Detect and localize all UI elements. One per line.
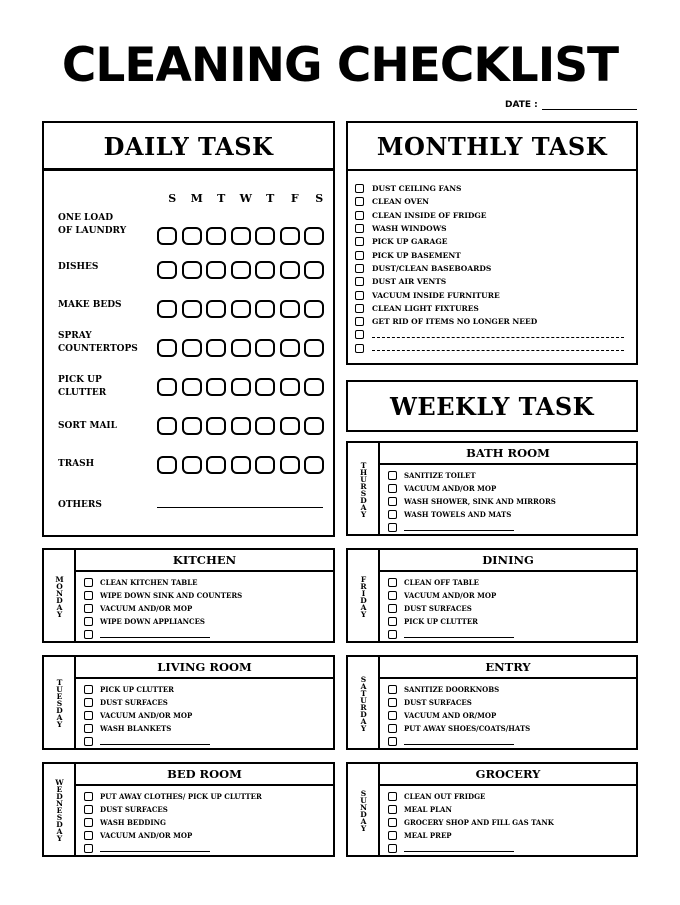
daily-checkbox-row [157, 378, 324, 396]
section-item-label: PICK UP CLUTTER [404, 617, 478, 626]
section-item-label: WASH SHOWER, SINK AND MIRRORS [404, 497, 556, 506]
day-checkbox[interactable] [280, 261, 300, 279]
section-day-label [44, 764, 76, 855]
section-item [388, 803, 630, 816]
section-item-label: WIPE DOWN SINK AND COUNTERS [100, 591, 243, 600]
checkbox[interactable] [355, 184, 364, 193]
monthly-item [355, 209, 630, 222]
checkbox[interactable] [388, 831, 397, 840]
section-item-label: DUST SURFACES [404, 604, 472, 613]
checkbox[interactable] [388, 844, 397, 853]
day-checkbox[interactable] [206, 227, 226, 245]
checkbox[interactable] [84, 831, 93, 840]
checkbox[interactable] [388, 497, 397, 506]
section-item [84, 829, 327, 842]
daily-checkbox-row [157, 227, 324, 245]
section-title: LIVING ROOM [76, 657, 333, 679]
section-entry [346, 655, 638, 750]
day-checkbox[interactable] [157, 417, 177, 435]
section-item-label: CLEAN KITCHEN TABLE [100, 578, 198, 587]
section-item-label: PICK UP CLUTTER [100, 685, 174, 694]
section-item [388, 696, 630, 709]
blank-line[interactable] [100, 631, 210, 638]
day-checkbox[interactable] [304, 378, 324, 396]
checkbox[interactable] [84, 630, 93, 639]
day-checkbox[interactable] [206, 300, 226, 318]
section-item-label: DUST SURFACES [404, 698, 472, 707]
section-item [84, 722, 327, 735]
section-item [388, 576, 630, 589]
daily-title: DAILY TASK [103, 131, 274, 161]
section-item [388, 589, 630, 602]
section-item [84, 602, 327, 615]
daily-header [42, 121, 335, 171]
day-checkbox[interactable] [182, 227, 202, 245]
blank-line[interactable] [404, 524, 514, 531]
section-item [388, 495, 630, 508]
day-letter: W [239, 192, 252, 205]
checkbox[interactable] [388, 805, 397, 814]
section-item [388, 683, 630, 696]
day-checkbox[interactable] [280, 339, 300, 357]
section-item [388, 816, 630, 829]
monthly-item [355, 275, 630, 288]
monthly-item [355, 195, 630, 208]
section-item-label: MEAL PLAN [404, 805, 452, 814]
others-line[interactable] [157, 507, 323, 508]
section-blank-item [388, 842, 630, 855]
checkbox[interactable] [355, 211, 364, 220]
day-checkbox[interactable] [304, 339, 324, 357]
daily-task-label: ONE LOAD OF LAUNDRY [58, 213, 127, 236]
monthly-item-label: PICK UP GARAGE [372, 237, 448, 247]
day-checkbox[interactable] [231, 417, 251, 435]
section-item [388, 482, 630, 495]
section-item [388, 722, 630, 735]
monthly-list [355, 182, 630, 355]
section-item [84, 816, 327, 829]
checkbox[interactable] [84, 737, 93, 746]
checkbox[interactable] [84, 724, 93, 733]
monthly-blank-item [355, 328, 630, 341]
day-checkbox[interactable] [231, 378, 251, 396]
day-checkbox[interactable] [255, 261, 275, 279]
section-day-label [348, 764, 380, 855]
monthly-item [355, 262, 630, 275]
section-item [84, 683, 327, 696]
section-title: DINING [380, 550, 636, 572]
section-item [388, 615, 630, 628]
section-bedroom [42, 762, 335, 857]
section-blank-item [388, 628, 630, 641]
checkbox[interactable] [388, 818, 397, 827]
monthly-blank-item [355, 342, 630, 355]
section-item-label: VACUUM AND/OR MOP [404, 484, 497, 493]
day-checkbox[interactable] [206, 339, 226, 357]
day-checkbox[interactable] [157, 456, 177, 474]
day-checkbox[interactable] [255, 300, 275, 318]
checkbox[interactable] [388, 484, 397, 493]
checkbox[interactable] [355, 264, 364, 273]
day-checkbox[interactable] [231, 339, 251, 357]
section-item-label: PUT AWAY SHOES/COATS/HATS [404, 724, 531, 733]
day-name: WEDNESDAY [55, 778, 64, 841]
blank-line[interactable] [404, 738, 514, 745]
day-checkbox[interactable] [255, 417, 275, 435]
checkbox[interactable] [388, 698, 397, 707]
daily-task-label: SPRAY COUNTERTOPS [58, 331, 138, 354]
blank-dashed-line[interactable] [372, 345, 624, 351]
day-checkbox[interactable] [255, 378, 275, 396]
daily-checkbox-row [157, 456, 324, 474]
section-item [388, 829, 630, 842]
section-item [388, 790, 630, 803]
monthly-item-label: GET RID OF ITEMS NO LONGER NEED [372, 317, 538, 327]
section-item [388, 709, 630, 722]
section-item-label: SANITIZE TOILET [404, 471, 476, 480]
daily-task-label: DISHES [58, 262, 99, 272]
daily-task-label: PICK UP CLUTTER [58, 375, 107, 398]
date-field[interactable] [505, 100, 637, 110]
section-title: ENTRY [380, 657, 636, 679]
section-list [388, 790, 630, 855]
section-item [84, 803, 327, 816]
section-blank-item [84, 842, 327, 855]
day-checkbox[interactable] [280, 300, 300, 318]
day-checkbox[interactable] [157, 227, 177, 245]
day-checkbox[interactable] [304, 261, 324, 279]
section-item-label: WASH BLANKETS [100, 724, 172, 733]
monthly-item-label: CLEAN LIGHT FIXTURES [372, 303, 479, 313]
checkbox[interactable] [388, 604, 397, 613]
others-label: OTHERS [58, 500, 102, 510]
checkbox[interactable] [84, 711, 93, 720]
daily-checkbox-row [157, 417, 324, 435]
day-name: TUESDAY [55, 678, 64, 727]
day-name: MONDAY [55, 574, 64, 617]
checkbox[interactable] [84, 578, 93, 587]
section-item-label: WASH TOWELS AND MATS [404, 510, 512, 519]
section-list [84, 683, 327, 748]
section-day-label [348, 443, 380, 534]
weekday-header [160, 192, 332, 205]
section-blank-item [388, 521, 630, 534]
section-item-label: VACUUM AND/OR MOP [404, 591, 497, 600]
day-name: THURSDAY [359, 460, 368, 517]
checkbox[interactable] [84, 698, 93, 707]
blank-line[interactable] [100, 845, 210, 852]
day-checkbox[interactable] [182, 417, 202, 435]
day-checkbox[interactable] [280, 456, 300, 474]
day-checkbox[interactable] [280, 378, 300, 396]
section-item [388, 508, 630, 521]
section-dining [346, 548, 638, 643]
section-item-label: VACUUM AND/OR MOP [100, 711, 193, 720]
page-title: CLEANING CHECKLIST [61, 38, 619, 93]
checkbox[interactable] [388, 510, 397, 519]
day-checkbox[interactable] [157, 300, 177, 318]
daily-checkbox-row [157, 339, 324, 357]
section-day-label [44, 657, 76, 748]
section-list [388, 683, 630, 748]
checkbox[interactable] [355, 251, 364, 260]
section-title: KITCHEN [76, 550, 333, 572]
daily-checkbox-row [157, 300, 324, 318]
section-item-label: CLEAN OFF TABLE [404, 578, 480, 587]
day-letter: F [290, 192, 299, 205]
section-item-label: DUST SURFACES [100, 805, 168, 814]
blank-line[interactable] [404, 631, 514, 638]
day-letter: T [266, 192, 275, 205]
day-name: FRIDAY [359, 574, 368, 617]
date-label: DATE : [505, 100, 538, 110]
monthly-item [355, 288, 630, 301]
checkbox[interactable] [84, 792, 93, 801]
section-living [42, 655, 335, 750]
day-checkbox[interactable] [182, 456, 202, 474]
day-checkbox[interactable] [255, 339, 275, 357]
checkbox[interactable] [388, 578, 397, 587]
monthly-item-label: DUST CEILING FANS [372, 184, 462, 194]
day-checkbox[interactable] [231, 300, 251, 318]
section-item-label: VACUUM AND OR/MOP [404, 711, 497, 720]
daily-task-label: SORT MAIL [58, 421, 117, 431]
section-title: BATH ROOM [380, 443, 636, 465]
day-checkbox[interactable] [280, 227, 300, 245]
section-item [84, 576, 327, 589]
day-checkbox[interactable] [182, 300, 202, 318]
day-checkbox[interactable] [304, 456, 324, 474]
monthly-item-label: VACUUM INSIDE FURNITURE [372, 290, 500, 300]
day-checkbox[interactable] [182, 261, 202, 279]
section-day-label [348, 550, 380, 641]
daily-checkbox-row [157, 261, 324, 279]
blank-line[interactable] [100, 738, 210, 745]
checkbox[interactable] [355, 224, 364, 233]
checkbox[interactable] [84, 818, 93, 827]
checkbox[interactable] [84, 591, 93, 600]
section-list [388, 469, 630, 534]
day-checkbox[interactable] [231, 261, 251, 279]
checkbox[interactable] [388, 737, 397, 746]
section-list [84, 576, 327, 641]
day-checkbox[interactable] [255, 227, 275, 245]
checkbox[interactable] [355, 344, 364, 353]
day-checkbox[interactable] [157, 261, 177, 279]
checkbox[interactable] [355, 237, 364, 246]
monthly-item [355, 248, 630, 261]
section-kitchen [42, 548, 335, 643]
daily-task-label: TRASH [58, 459, 95, 469]
section-item-label: MEAL PREP [404, 831, 452, 840]
monthly-item [355, 315, 630, 328]
monthly-item-label: DUST AIR VENTS [372, 277, 447, 287]
section-day-label [44, 550, 76, 641]
day-checkbox[interactable] [231, 456, 251, 474]
day-letter: S [315, 192, 324, 205]
blank-dashed-line[interactable] [372, 332, 624, 338]
section-item [84, 615, 327, 628]
section-item-label: DUST SURFACES [100, 698, 168, 707]
monthly-item-label: WASH WINDOWS [372, 224, 447, 234]
section-item-label: CLEAN OUT FRIDGE [404, 792, 486, 801]
day-checkbox[interactable] [157, 339, 177, 357]
day-checkbox[interactable] [304, 417, 324, 435]
monthly-item-label: PICK UP BASEMENT [372, 250, 461, 260]
section-item [84, 790, 327, 803]
checkbox[interactable] [388, 630, 397, 639]
weekly-title: WEEKLY TASK [389, 391, 595, 421]
section-list [388, 576, 630, 641]
day-checkbox[interactable] [206, 417, 226, 435]
section-item [84, 709, 327, 722]
checkbox[interactable] [388, 711, 397, 720]
checkbox[interactable] [355, 197, 364, 206]
section-item-label: VACUUM AND/OR MOP [100, 831, 193, 840]
checkbox[interactable] [388, 523, 397, 532]
day-checkbox[interactable] [157, 378, 177, 396]
checkbox[interactable] [84, 617, 93, 626]
checkbox[interactable] [84, 685, 93, 694]
checkbox[interactable] [388, 724, 397, 733]
section-day-label [348, 657, 380, 748]
checkbox[interactable] [388, 591, 397, 600]
section-blank-item [84, 735, 327, 748]
monthly-item [355, 235, 630, 248]
section-item [84, 696, 327, 709]
section-bathroom [346, 441, 638, 536]
day-checkbox[interactable] [206, 456, 226, 474]
monthly-item [355, 302, 630, 315]
checkbox[interactable] [388, 792, 397, 801]
day-checkbox[interactable] [255, 456, 275, 474]
weekly-header [346, 380, 638, 432]
day-letter: M [190, 192, 203, 205]
section-list [84, 790, 327, 855]
checkbox[interactable] [355, 277, 364, 286]
blank-line[interactable] [404, 845, 514, 852]
checkbox[interactable] [355, 330, 364, 339]
checkbox[interactable] [355, 317, 364, 326]
day-name: SATURDAY [359, 674, 368, 731]
day-name: SUNDAY [359, 788, 368, 831]
section-item [388, 602, 630, 615]
section-title: BED ROOM [76, 764, 333, 786]
section-item-label: GROCERY SHOP AND FILL GAS TANK [404, 818, 554, 827]
section-item-label: PUT AWAY CLOTHES/ PICK UP CLUTTER [100, 792, 262, 801]
checkbox[interactable] [388, 685, 397, 694]
monthly-item-label: CLEAN OVEN [372, 197, 430, 207]
section-item [84, 589, 327, 602]
day-checkbox[interactable] [182, 339, 202, 357]
section-blank-item [84, 628, 327, 641]
day-checkbox[interactable] [304, 227, 324, 245]
monthly-header [346, 121, 638, 171]
monthly-item [355, 182, 630, 195]
checkbox[interactable] [84, 604, 93, 613]
section-item-label: WASH BEDDING [100, 818, 166, 827]
monthly-item-label: DUST/CLEAN BASEBOARDS [372, 263, 492, 273]
day-checkbox[interactable] [206, 378, 226, 396]
section-item [388, 469, 630, 482]
day-letter: T [217, 192, 226, 205]
section-blank-item [388, 735, 630, 748]
section-grocery [346, 762, 638, 857]
checkbox[interactable] [84, 844, 93, 853]
section-item-label: VACUUM AND/OR MOP [100, 604, 193, 613]
day-letter: S [168, 192, 177, 205]
daily-task-label: MAKE BEDS [58, 300, 122, 310]
day-checkbox[interactable] [231, 227, 251, 245]
day-checkbox[interactable] [304, 300, 324, 318]
monthly-item-label: CLEAN INSIDE OF FRIDGE [372, 210, 487, 220]
day-checkbox[interactable] [182, 378, 202, 396]
date-line[interactable] [542, 101, 637, 110]
day-checkbox[interactable] [206, 261, 226, 279]
checkbox[interactable] [388, 617, 397, 626]
section-item-label: WIPE DOWN APPLIANCES [100, 617, 205, 626]
checkbox[interactable] [388, 471, 397, 480]
monthly-item [355, 222, 630, 235]
section-item-label: SANITIZE DOORKNOBS [404, 685, 500, 694]
section-title: GROCERY [380, 764, 636, 786]
checkbox[interactable] [355, 304, 364, 313]
checkbox[interactable] [84, 805, 93, 814]
monthly-title: MONTHLY TASK [376, 131, 608, 161]
day-checkbox[interactable] [280, 417, 300, 435]
checkbox[interactable] [355, 291, 364, 300]
